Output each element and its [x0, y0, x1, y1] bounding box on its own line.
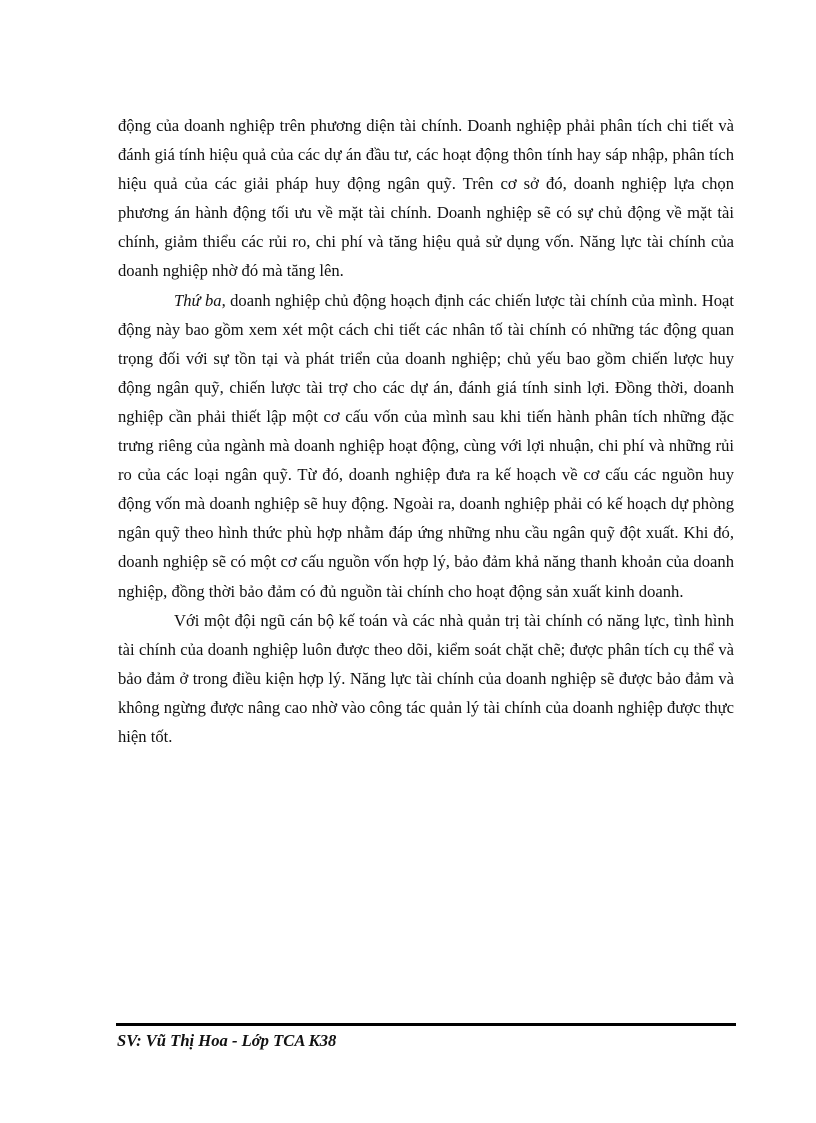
- document-body: [118, 111, 734, 751]
- paragraph-3: Với một đội ngũ cán bộ kế toán và các nhà quản trị tài chính có năng lực, tình hình tài chính của doanh nghiệp luôn được theo dõi, kiểm soát chặt chẽ; được phân tích cụ thể và bảo đảm ở trong điều kiện hợp lý. Năng lực tài chính của doanh nghiệp sẽ được bảo đảm và không ngừng được nâng cao nhờ vào công tác quản lý tài chính của doanh nghiệp được thực hiện tốt.: [118, 610, 734, 746]
- paragraph-2: [118, 286, 734, 606]
- paragraph-2-text: , doanh nghiệp chủ động hoạch định các chiến lược tài chính của mình. Hoạt động này bao gồm xem xét một cách chi tiết các nhân tố tài chính có những tác động quan trọng đối với sự tồn tại và phát triển của doanh nghiệp; chủ yếu bao gồm chiến lược huy động ngân quỹ, chiến lược tài trợ cho các dự án, đánh giá tính sinh lợi. Đồng thời, doanh nghiệp cần phải thiết lập một cơ cấu vốn của mình sau khi tiến hành phân tích những đặc trưng riêng của ngành mà doanh nghiệp hoạt động, cùng với lợi nhuận, chi phí và những rủi ro của các loại ngân quỹ. Từ đó, doanh nghiệp đưa ra kế hoạch về cơ cấu các nguồn huy động vốn mà doanh nghiệp sẽ huy động. Ngoài ra, doanh nghiệp phải có kế hoạch dự phòng ngân quỹ theo hình thức phù hợp nhằm đáp ứng những nhu cầu ngân quỹ đột xuất. Khi đó, doanh nghiệp sẽ có một cơ cấu nguồn vốn hợp lý, bảo đảm khả năng thanh khoản của doanh nghiệp, đồng thời bảo đảm có đủ nguồn tài chính cho hoạt động sản xuất kinh doanh.: [118, 290, 734, 601]
- paragraph-1: động của doanh nghiệp trên phương diện tài chính. Doanh nghiệp phải phân tích chi tiết và đánh giá tính hiệu quả của các dự án đầu tư, các hoạt động thôn tính hay sáp nhập, phân tích hiệu quả của các giải pháp huy động ngân quỹ. Trên cơ sở đó, doanh nghiệp lựa chọn phương án hành động tối ưu về mặt tài chính. Doanh nghiệp sẽ có sự chủ động về mặt tài chính, giảm thiểu các rủi ro, chi phí và tăng hiệu quả sử dụng vốn. Năng lực tài chính của doanh nghiệp nhờ đó mà tăng lên.: [118, 116, 734, 281]
- paragraph-2-lead: Thứ ba: [174, 290, 222, 310]
- footer-rule: [116, 1023, 736, 1026]
- footer-author: SV: Vũ Thị Hoa - Lớp TCA K38: [117, 1031, 337, 1050]
